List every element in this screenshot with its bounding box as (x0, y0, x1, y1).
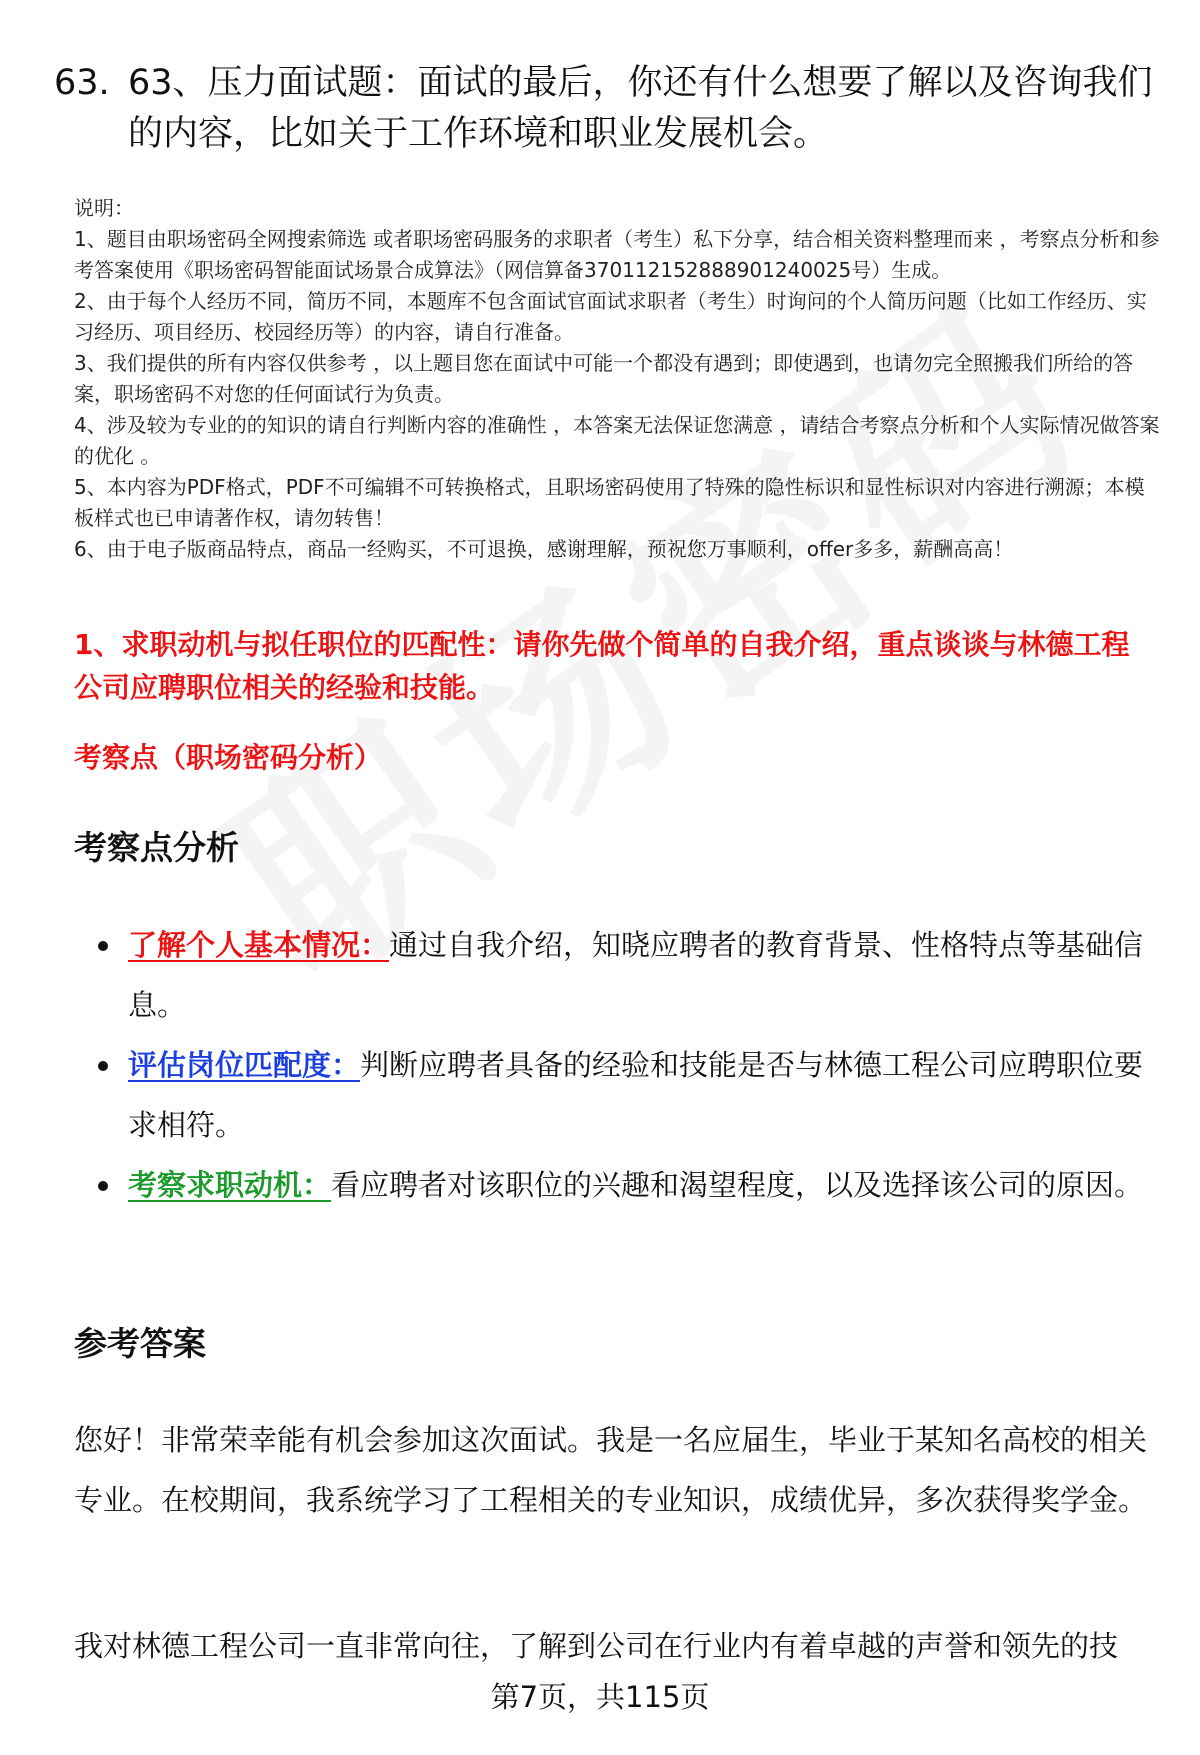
analysis-item-text: 判断应聘者具备的经验和技能是否与林德工程公司应聘职位要求相符。 (128, 1048, 1144, 1142)
answer-heading: 参考答案 (74, 1324, 206, 1363)
analysis-item-label: 评估岗位匹配度： (128, 1048, 361, 1082)
analysis-heading: 考察点分析 (74, 828, 239, 867)
analysis-item (98, 915, 1158, 1035)
notes-heading: 说明： (74, 196, 134, 220)
question-title (54, 58, 1164, 160)
question-number: 63. (54, 63, 110, 103)
page-footer: 第7页，共115页 (490, 1680, 710, 1714)
analysis-item-text: 通过自我介绍，知晓应聘者的教育背景、性格特点等基础信息。 (128, 928, 1144, 1022)
interview-question-1: 1、求职动机与拟任职位的匹配性：请你先做个简单的自我介绍，重点谈谈与林德工程公司应聘职位相关的经验和技能。 (74, 628, 1130, 704)
note-item: 1、题目由职场密码全网搜索筛选 或者职场密码服务的求职者（考生）私下分享，结合相关资料整理而来 ，考察点分析和参考答案使用《职场密码智能面试场景合成算法》（网信算备370112152888901240025号）生成。 (74, 227, 1160, 282)
bullet-dot-icon (98, 1061, 108, 1071)
question-text: 63、压力面试题：面试的最后，你还有什么想要了解以及咨询我们的内容，比如关于工作环境和职业发展机会。 (128, 63, 1153, 154)
bullet-dot-icon (98, 1181, 108, 1191)
note-item: 5、本内容为PDF格式，PDF不可编辑不可转换格式，且职场密码使用了特殊的隐性标识和显性标识对内容进行溯源；本模板样式也已申请著作权，请勿转售！ (74, 475, 1145, 530)
bullet-dot-icon (98, 941, 108, 951)
kaocha-label: 考察点（职场密码分析） (74, 741, 383, 774)
analysis-list (98, 915, 1158, 1215)
analysis-item-text: 看应聘者对该职位的兴趣和渴望程度，以及选择该公司的原因。 (331, 1168, 1144, 1202)
analysis-item (98, 1155, 1158, 1215)
analysis-item-label: 考察求职动机： (128, 1168, 332, 1202)
note-item: 2、由于每个人经历不同，简历不同，本题库不包含面试官面试求职者（考生）时询问的个人简历问题（比如工作经历、实习经历、项目经历、校园经历等）的内容，请自行准备。 (74, 289, 1147, 344)
answer-paragraph: 我对林德工程公司一直非常向往，了解到公司在行业内有着卓越的声誉和领先的技 (74, 1629, 1119, 1663)
notes-section (74, 193, 1164, 565)
analysis-item (98, 1035, 1158, 1155)
answer-paragraph: 您好！非常荣幸能有机会参加这次面试。我是一名应届生，毕业于某知名高校的相关专业。在校期间，我系统学习了工程相关的专业知识，成绩优异，多次获得奖学金。 (74, 1423, 1148, 1517)
note-item: 3、我们提供的所有内容仅供参考 ，以上题目您在面试中可能一个都没有遇到；即使遇到，也请勿完全照搬我们所给的答案，职场密码不对您的任何面试行为负责。 (74, 351, 1134, 406)
note-item: 6、由于电子版商品特点，商品一经购买，不可退换，感谢理解，预祝您万事顺利，offer多多，薪酬高高！ (74, 537, 1014, 561)
note-item: 4、涉及较为专业的的知识的请自行判断内容的准确性 ，本答案无法保证您满意 ，请结合考察点分析和个人实际情况做答案的优化 。 (74, 413, 1160, 468)
analysis-item-label: 了解个人基本情况： (128, 928, 390, 962)
